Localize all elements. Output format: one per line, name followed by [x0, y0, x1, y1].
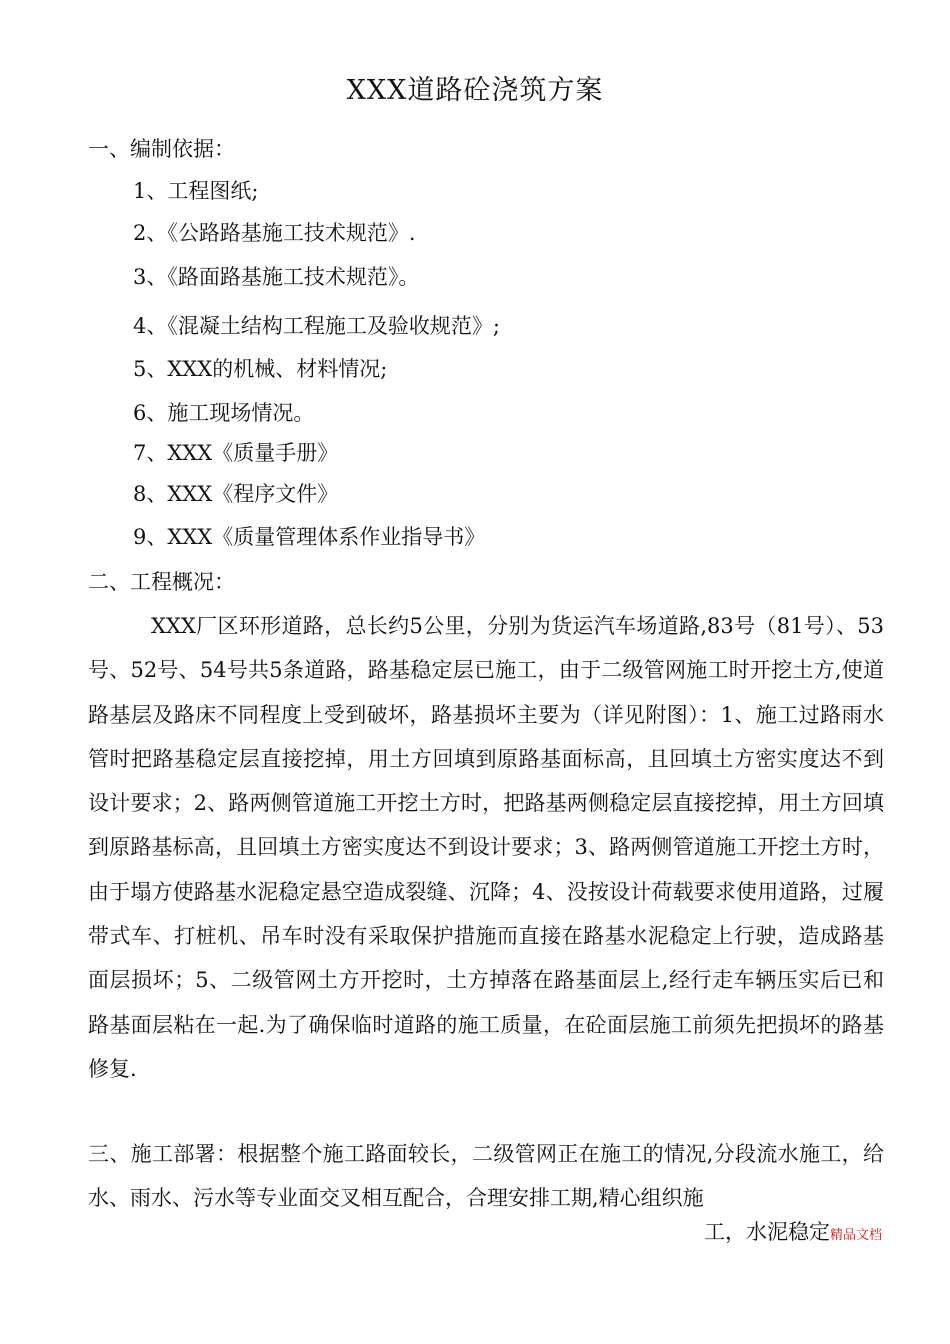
watermark-label: 精品文档	[829, 1228, 882, 1243]
list-item: 4、《混凝土结构工程施工及验收规范》;	[133, 314, 500, 338]
section2-heading: 二、工程概况：	[88, 570, 235, 594]
page-title: XXX道路砼浇筑方案	[346, 75, 604, 106]
section2-body	[88, 604, 884, 1091]
list-item: 7、XXX《质量手册》	[133, 441, 339, 465]
list-item: 3、《路面路基施工技术规范》。	[133, 265, 420, 289]
section3-tail-text: 工，水泥稳定	[703, 1220, 830, 1244]
list-item: 6、施工现场情况。	[133, 401, 315, 425]
section1-heading: 一、编制依据：	[88, 137, 235, 161]
section3-paragraph: 三、施工部署：根据整个施工路面较长，二级管网正在施工的情况,分段流水施工，给水、雨水、污水等专业面交叉相互配合，合理安排工期,精心组织施	[88, 1142, 885, 1211]
list-item: 2、《公路路基施工技术规范》.	[133, 221, 416, 245]
list-item: 1、工程图纸;	[133, 179, 259, 203]
section3-body	[88, 1132, 884, 1221]
list-item: 5、XXX的机械、材料情况;	[133, 357, 388, 381]
list-item: 9、XXX《质量管理体系作业指导书》	[133, 525, 486, 549]
section3-tail	[704, 1216, 882, 1246]
list-item: 8、XXX《程序文件》	[133, 482, 339, 506]
section2-paragraph: XXX厂区环形道路，总长约5公里，分别为货运汽车场道路,83号（81号）、53号、52号、54号共5条道路，路基稳定层已施工，由于二级管网施工时开挖土方,使道路基层及路床不同程度上受到破坏，路基损坏主要为（详见附图）：1、施工过路雨水管时把路基稳定层直接挖掉，用土方回填到原路基面标高，且回填土方密实度达不到设计要求；2、路两侧管道施工开挖土方时，把路基两侧稳定层直接挖掉，用土方回填到原路基标高，且回填土方密实度达不到设计要求；3、路两侧管道施工开挖土方时，由于塌方使路基水泥稳定悬空造成裂缝、沉降；4、没按设计荷载要求使用道路，过履带式车、打桩机、吊车时没有采取保护措施而直接在路基水泥稳定上行驶，造成路基面层损坏；5、二级管网土方开挖时，土方掉落在路基面层上,经行走车辆压实后已和路基面层粘在一起.为了确保临时道路的施工质量，在砼面层施工前须先把损坏的路基修复.	[88, 614, 884, 1081]
